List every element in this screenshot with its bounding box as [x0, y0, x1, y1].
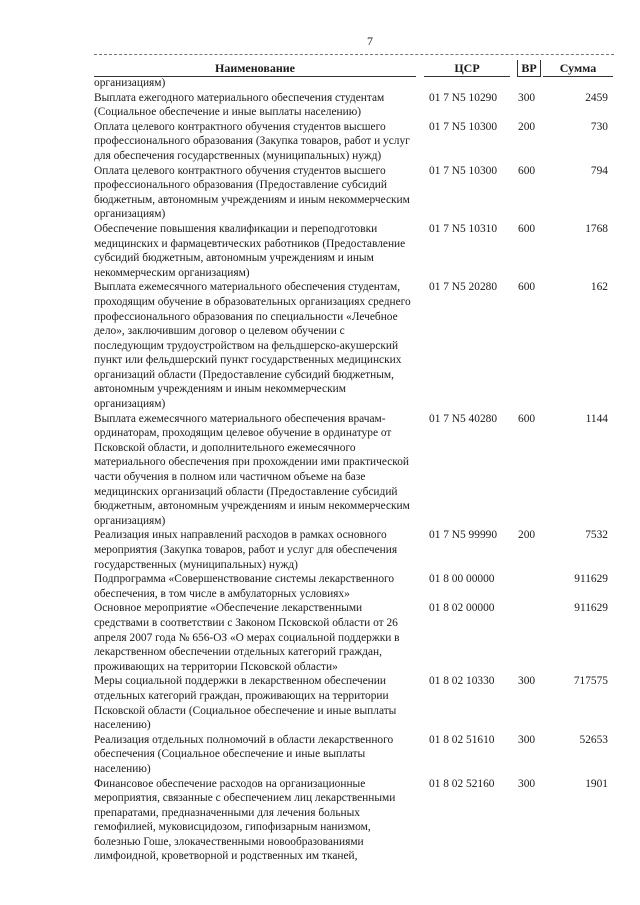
- row-csr: 01 8 02 51610: [429, 733, 495, 746]
- row-csr: 01 7 N5 99990: [429, 529, 498, 542]
- row-sum: 717575: [573, 675, 608, 688]
- row-vr: 600: [518, 281, 536, 294]
- row-vr: 200: [518, 529, 536, 542]
- table-row: [94, 120, 614, 164]
- row-sum: 794: [590, 164, 608, 177]
- row-csr: 01 8 02 52160: [429, 777, 495, 790]
- row-csr: 01 7 N5 10310: [429, 222, 498, 235]
- row-name: Подпрограмма «Совершенствование системы лекарственного обеспечения, в том числе в амбулаторных условиях»: [94, 573, 395, 600]
- row-vr: 200: [518, 120, 536, 133]
- row-sum: 162: [590, 281, 608, 294]
- row-csr: 01 7 N5 10300: [429, 164, 498, 177]
- table-row: [94, 91, 614, 120]
- row-sum: 730: [590, 120, 608, 133]
- row-vr: 300: [518, 675, 536, 688]
- row-name: Финансовое обеспечение расходов на организационные мероприятия, связанные с обеспечением лиц лекарственными препаратами, предназначенными для лечения больных гемофилией, муковисцидозом, гипофизарным нанизмом, болезнью Гоше, злокачественными новообразованиями лимфоидной, кроветворной и родственных им тканей,: [94, 777, 396, 863]
- row-name: организациям): [94, 77, 166, 89]
- row-vr: 300: [518, 733, 536, 746]
- row-name: Меры социальной поддержки в лекарственном обеспечении отдельных категорий граждан, проживающих на территории Псковской области (Социальное обеспечение и иные выплаты населению): [94, 675, 397, 732]
- row-sum: 2459: [585, 91, 608, 104]
- table-row: [94, 601, 614, 674]
- row-name: Оплата целевого контрактного обучения студентов высшего профессионального образования (Предоставление субсидий бюджетным, автономным учреждениям и иным некоммерческим организациям): [94, 164, 410, 221]
- budget-table: [94, 76, 614, 864]
- table-row: [94, 222, 614, 280]
- row-sum: 52653: [579, 733, 608, 746]
- row-csr: 01 7 N5 10290: [429, 91, 498, 104]
- row-csr: 01 7 N5 40280: [429, 412, 498, 425]
- header-sum: Сумма: [543, 60, 613, 77]
- row-csr: 01 8 00 00000: [429, 573, 495, 586]
- row-name: Выплата ежемесячного материального обеспечения врачам-ординаторам, проходящим целевое обучение в ординатуре от Псковской области, и дополнительного ежемесячного материального обеспечения при прохождении ими практической части обучения в полном или частичном объеме на базе медицинских организаций области (Предоставление субсидий бюджетным, автономным учреждениям и иным некоммерческим организациям): [94, 412, 410, 527]
- header-csr: ЦСР: [424, 60, 510, 77]
- row-csr: 01 8 02 00000: [429, 602, 495, 615]
- table-row: [94, 674, 614, 732]
- row-name: Выплата ежемесячного материального обеспечения студентам, проходящим обучение в образовательных организациях среднего профессионального образования по специальности «Лечебное дело», заключившим договор о целевом обучении с последующим трудоустройством на фельдшерско-акушерский пункт или фельдшерский пункт государственных медицинских организаций области (Предоставление субсидий бюджетным, автономным учреждениям и иным некоммерческим организациям): [94, 281, 411, 411]
- row-sum: 1768: [585, 222, 608, 235]
- table-row: [94, 164, 614, 222]
- row-sum: 1901: [585, 777, 608, 790]
- row-name: Реализация иных направлений расходов в рамках основного мероприятия (Закупка товаров, работ и услуг для обеспечения государственных (муниципальных) нужд): [94, 529, 398, 571]
- row-csr: 01 8 02 10330: [429, 675, 495, 688]
- row-name: Обеспечение повышения квалификации и переподготовки медицинских и фармацевтических работников (Предоставление субсидий бюджетным, автономным учреждениям и иным некоммерческим организациям): [94, 222, 406, 279]
- header-top-rule: [94, 54, 614, 55]
- table-row: [94, 412, 614, 529]
- row-sum: 7532: [585, 529, 608, 542]
- row-vr: 300: [518, 91, 536, 104]
- row-csr: 01 7 N5 10300: [429, 120, 498, 133]
- row-sum: 911629: [574, 573, 608, 586]
- row-sum: 911629: [574, 602, 608, 615]
- row-vr: 600: [518, 222, 536, 235]
- table-row: [94, 777, 614, 865]
- row-vr: 600: [518, 412, 536, 425]
- table-row: [94, 280, 614, 411]
- header-name: Наименование: [94, 60, 416, 77]
- row-sum: 1144: [585, 412, 608, 425]
- table-row: [94, 528, 614, 572]
- row-name: Выплата ежегодного материального обеспечения студентам (Социальное обеспечение и иные выплаты населению): [94, 91, 385, 119]
- row-csr: 01 7 N5 20280: [429, 281, 498, 294]
- table-row: [94, 76, 614, 91]
- row-name: Оплата целевого контрактного обучения студентов высшего профессионального образования (Закупка товаров, работ и услуг для обеспечения государственных (муниципальных) нужд): [94, 120, 410, 162]
- row-vr: 300: [518, 777, 536, 790]
- header-vr: ВР: [517, 60, 541, 77]
- table-header: [94, 60, 614, 76]
- row-name: Реализация отдельных полномочий в области лекарственного обеспечения (Социальное обеспечение и иные выплаты населению): [94, 733, 394, 775]
- table-row: [94, 572, 614, 601]
- row-name: Основное мероприятие «Обеспечение лекарственными средствами в соответствии с Законом Псковской области от 26 апреля 2007 года № 656-ОЗ «О мерах социальной поддержки в лекарственном обеспечении отдельных категорий граждан, проживающих на территории Псковской области»: [94, 602, 400, 673]
- table-row: [94, 733, 614, 777]
- row-vr: 600: [518, 164, 536, 177]
- page-number: 7: [367, 34, 373, 48]
